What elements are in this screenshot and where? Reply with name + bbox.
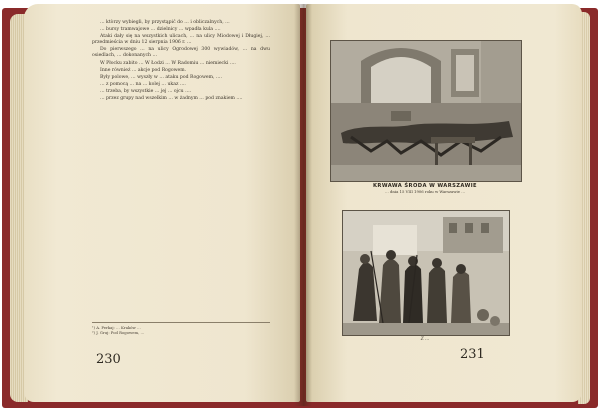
paragraph: Do pierwszego … na ulicy Ogrodowej 300 wywiadów, … na dwu osiedlach, … dokonanych … [92,47,270,59]
left-page-number: 230 [96,352,121,367]
left-page-footnotes [92,322,270,335]
photo-top-caption-text: … dnia 15 VIII 1906 roku w Warszawie … [384,189,465,194]
footnote: ¹) A. Perkaj: … Kraków … [92,325,141,330]
paragraph: Były polowe, … wyszły w … ataku pod Rogowem, …. [100,74,222,80]
paragraph: … z pomocą … na … kolej … ukaz …. [100,81,186,87]
paragraph: Inne również … akcje pod Rogowem. [100,67,187,73]
paragraph: … przez grupy nad wszelkim … w żadnym … pod znakiem …. [100,96,243,102]
book-gutter [294,4,312,406]
paragraph: … trzeba, by wszystkie … jej … ojcu …. [100,88,192,94]
photo-krwawa-sroda-image [331,41,521,181]
paragraph: … ktòrzy wybiegli, by przystąpić do … i obliczalnych, … [100,20,230,25]
photo-soldiers-illustration [342,210,510,336]
right-page-number: 231 [460,347,485,362]
paragraph: W Płocku zabito … W Łodzi … W Radomiu … niemiecki …. [100,60,236,66]
photo-soldiers-image [343,211,509,335]
paragraph: Ataki dały się na wszystkich ulicach, … na ulicy Miodowej i Długiej, … przedmieścia w dniu 12 sierpnia 1906 r. … [92,34,270,46]
footnote: ²) J. Gruj: Pod Rogowem, … [92,330,145,335]
photo-bottom-caption: Z … [420,336,430,341]
paragraph: … bursy tramwajowe … dzielnicy … wpadła kula …. [100,27,221,33]
photo-krwawa-sroda [330,40,522,182]
photo-top-caption-title: KRWAWA ŚRODA W WARSZAWIE [373,183,477,189]
left-page-body [92,20,270,103]
